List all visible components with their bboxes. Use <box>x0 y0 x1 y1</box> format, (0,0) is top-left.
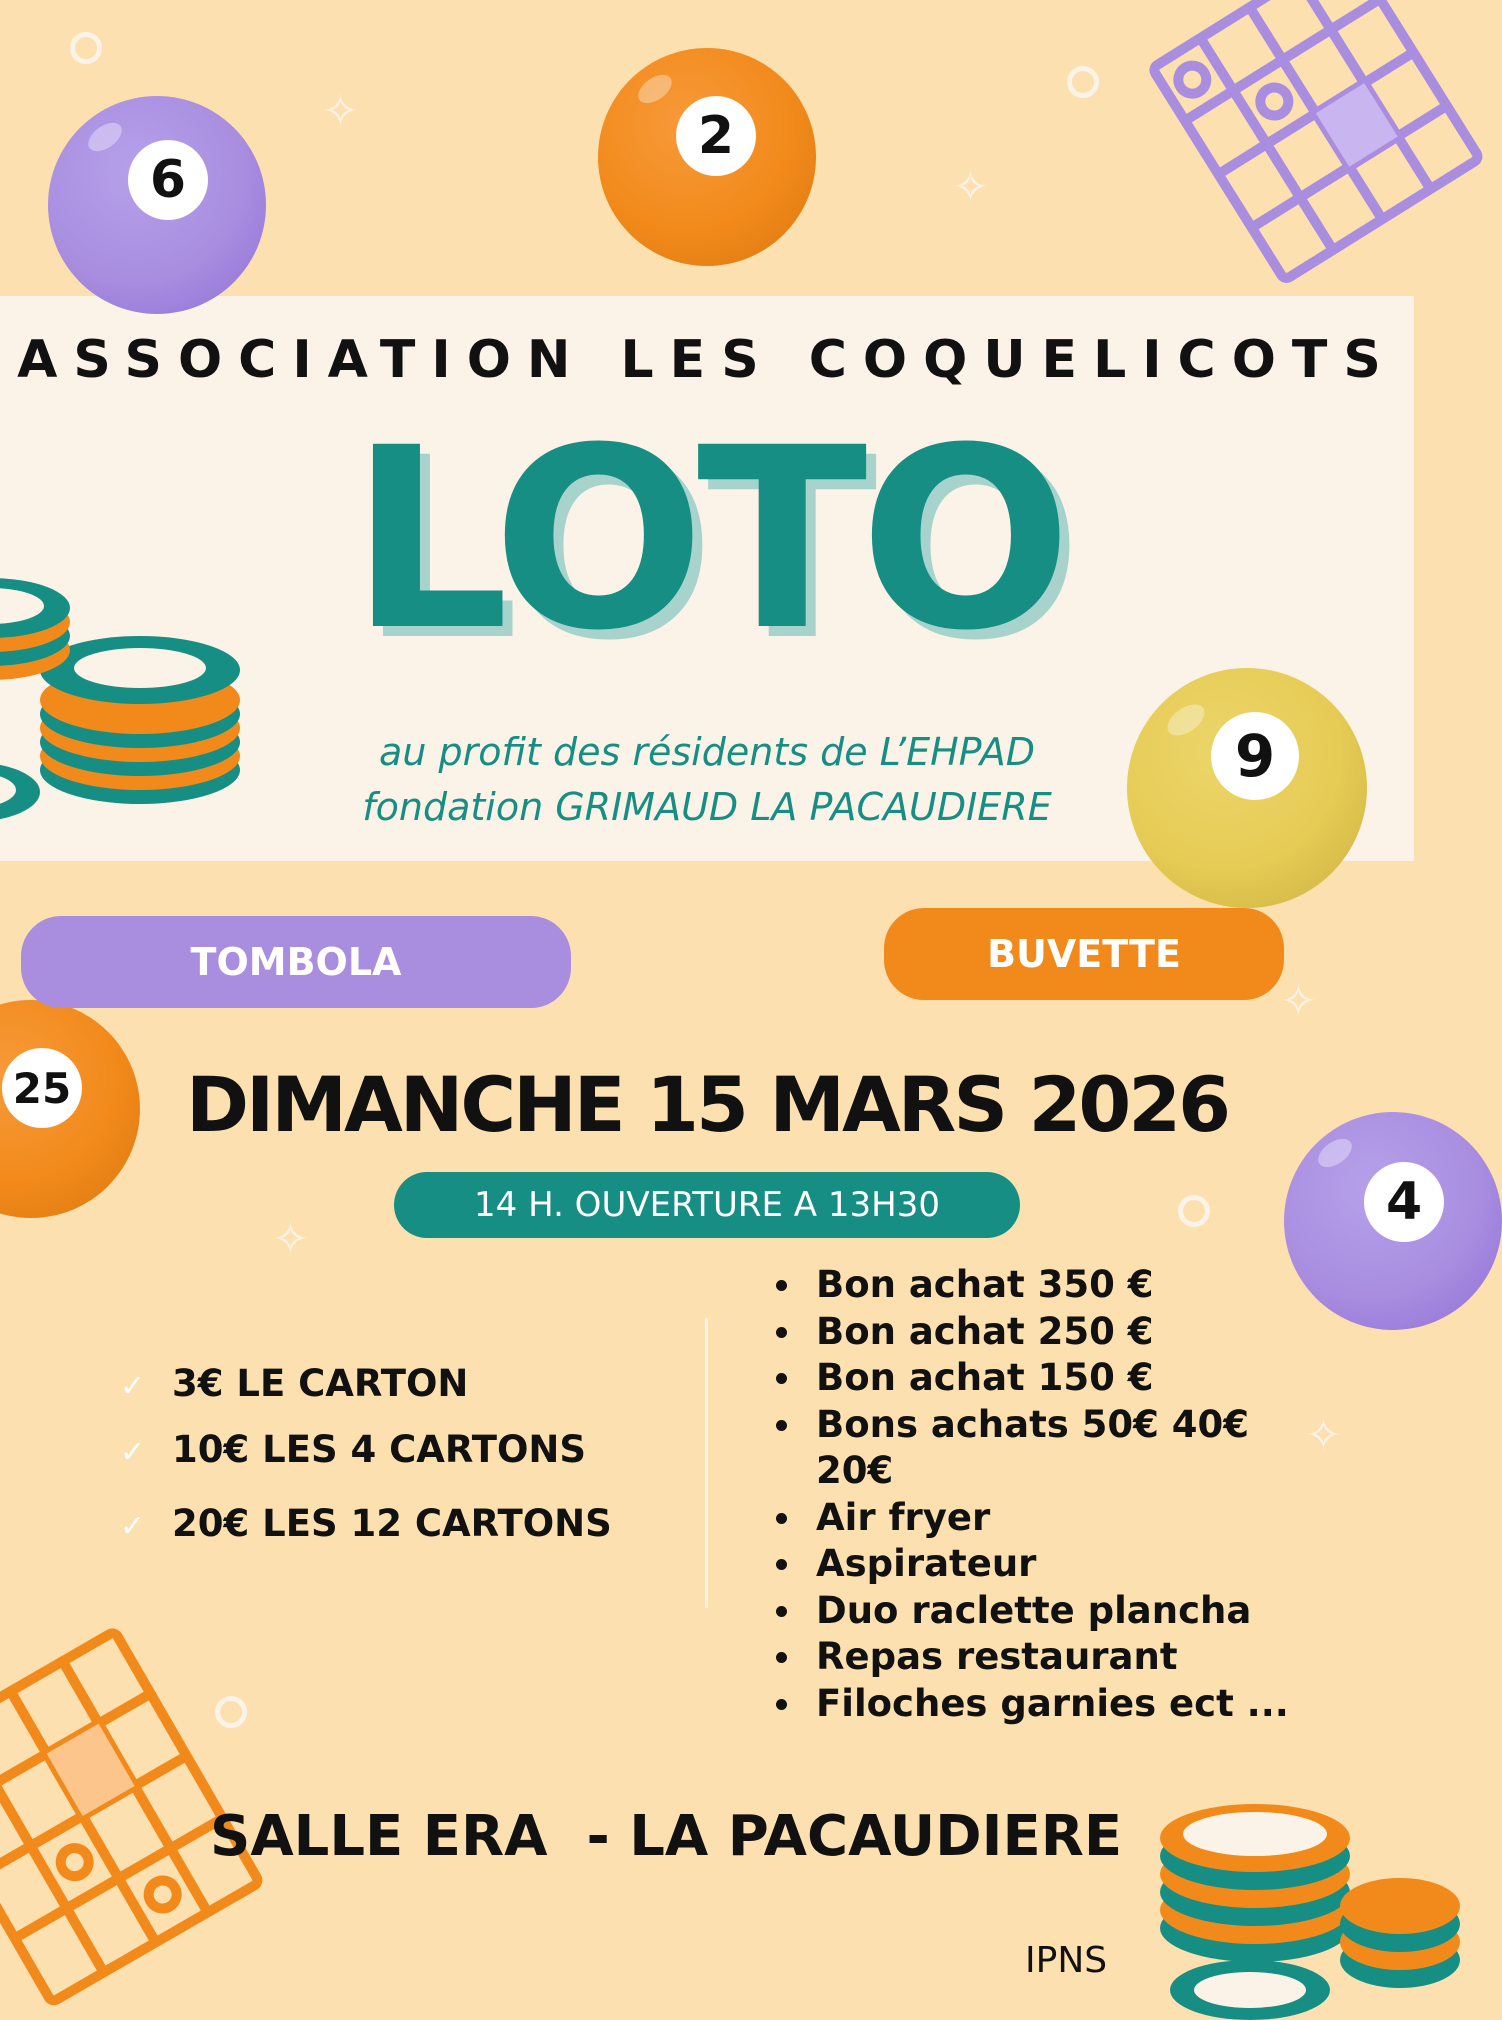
column-divider <box>705 1318 708 1608</box>
ball-number: 4 <box>1364 1162 1444 1242</box>
tombola-badge: TOMBOLA <box>21 916 571 1008</box>
sparkle-icon: ✧ <box>272 1214 309 1265</box>
price-item <box>120 1362 468 1405</box>
check-icon: ✓ <box>120 1509 146 1544</box>
sparkle-icon: ✧ <box>952 162 989 213</box>
list-item: Air fryer <box>770 1495 1336 1542</box>
prize-list <box>770 1262 1336 1727</box>
bingo-ball-2 <box>598 48 816 266</box>
price-label: 3€ LE CARTON <box>172 1362 469 1405</box>
chip-stack-icon <box>1150 1760 1414 2000</box>
event-hours: 14 H. OUVERTURE A 13H30 <box>394 1172 1020 1238</box>
bingo-ball-6 <box>48 96 266 314</box>
price-label: 10€ LES 4 CARTONS <box>172 1428 587 1471</box>
ring-decoration <box>70 32 102 64</box>
association-name: ASSOCIATION LES COQUELICOTS <box>17 330 1397 390</box>
event-date: DIMANCHE 15 MARS 2026 <box>185 1060 1229 1149</box>
ball-number: 25 <box>2 1048 82 1128</box>
bingo-card-icon <box>1150 0 1450 300</box>
list-item: Bon achat 150 € <box>770 1355 1336 1402</box>
list-item: Repas restaurant <box>770 1634 1336 1681</box>
list-item: Bons achats 50€ 40€ 20€ <box>770 1402 1336 1495</box>
price-item <box>120 1428 586 1471</box>
price-item <box>120 1502 612 1545</box>
venue: SALLE ERA - LA PACAUDIERE <box>210 1804 1123 1869</box>
buvette-badge: BUVETTE <box>884 908 1284 1000</box>
ipns-mention: IPNS <box>1025 1940 1108 1981</box>
subtitle-line-1: au profit des résidents de L’EHPAD <box>379 730 1035 774</box>
ring-decoration <box>1178 1195 1210 1227</box>
list-item: Filoches garnies ect ... <box>770 1681 1336 1728</box>
ball-number: 2 <box>676 96 756 176</box>
list-item: Aspirateur <box>770 1541 1336 1588</box>
ring-decoration <box>1067 66 1099 98</box>
page-title: LOTO <box>350 394 1064 685</box>
ball-number: 6 <box>128 140 208 220</box>
subtitle-line-2: fondation GRIMAUD LA PACAUDIERE <box>362 785 1052 829</box>
price-label: 20€ LES 12 CARTONS <box>172 1502 612 1545</box>
sparkle-icon: ✧ <box>1305 1410 1342 1461</box>
sparkle-icon: ✧ <box>1280 976 1317 1027</box>
list-item: Duo raclette plancha <box>770 1588 1336 1635</box>
list-item: Bon achat 350 € <box>770 1262 1336 1309</box>
check-icon: ✓ <box>120 1369 146 1404</box>
check-icon: ✓ <box>120 1435 146 1470</box>
list-item: Bon achat 250 € <box>770 1309 1336 1356</box>
ball-number: 9 <box>1211 712 1299 800</box>
sparkle-icon: ✧ <box>322 86 359 137</box>
